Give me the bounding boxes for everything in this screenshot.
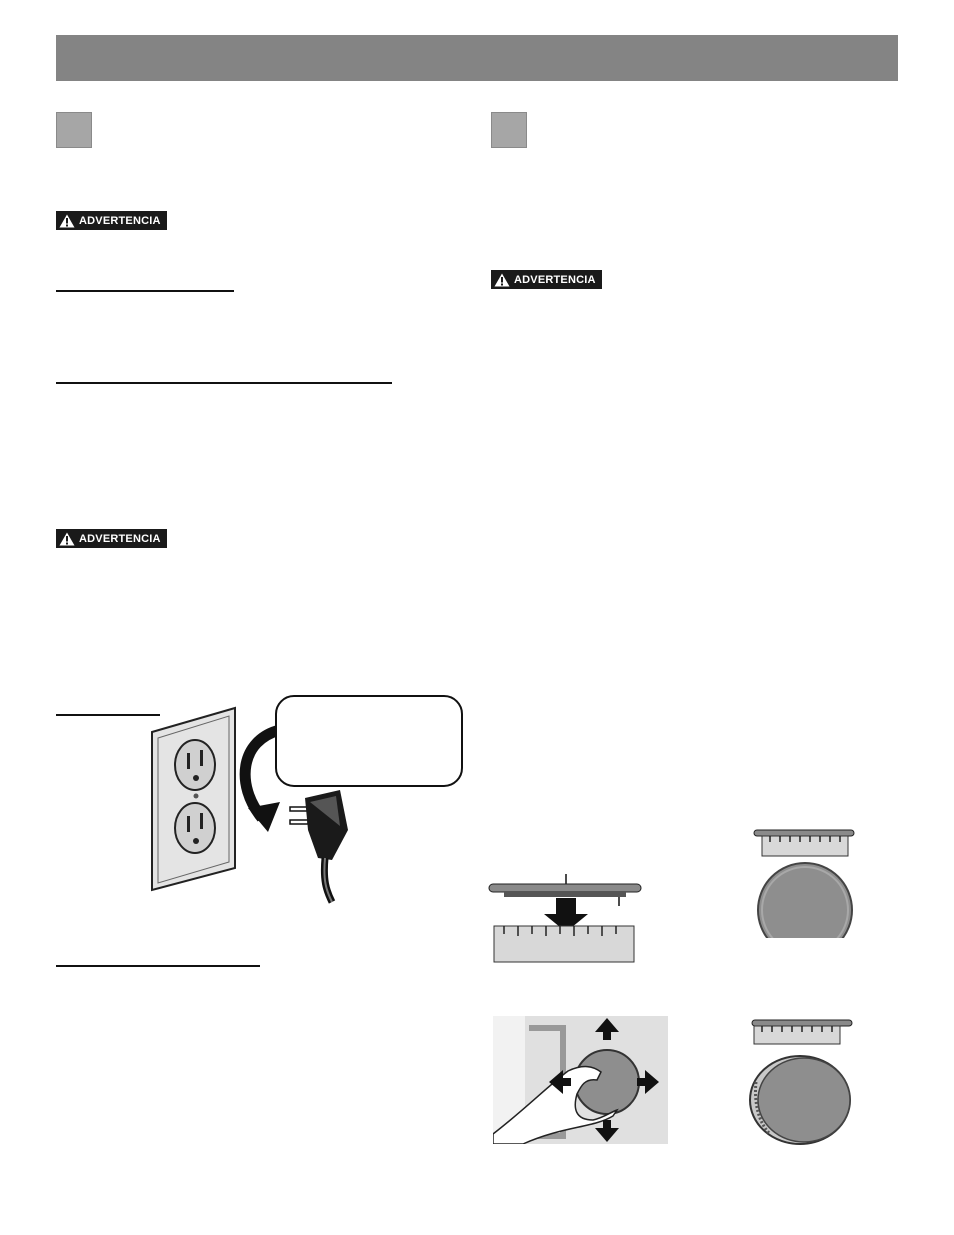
warning-triangle-icon [59, 532, 75, 546]
header-bar [56, 35, 898, 81]
warning-label-left-1 [56, 211, 167, 230]
section-underline [56, 965, 260, 967]
step-number-box-left [56, 112, 92, 148]
warning-label-left-2 [56, 529, 167, 548]
outlet-plug-illustration [140, 690, 470, 905]
warning-triangle-icon [59, 214, 75, 228]
warning-label-text: ADVERTENCIA [79, 532, 161, 545]
warning-label-right-1 [491, 270, 602, 289]
step-number-box-right [491, 112, 527, 148]
warning-triangle-icon [494, 273, 510, 287]
section-underline [56, 382, 392, 384]
lamp-cover-bulb-illustration [750, 826, 860, 938]
lamp-cover-install-illustration [486, 870, 646, 966]
lamp-cover-frosted-bulb-illustration [748, 1012, 858, 1146]
warning-label-text: ADVERTENCIA [79, 214, 161, 227]
warning-label-text: ADVERTENCIA [514, 273, 596, 286]
hand-bulb-removal-illustration [493, 1016, 668, 1144]
section-underline [56, 290, 234, 292]
